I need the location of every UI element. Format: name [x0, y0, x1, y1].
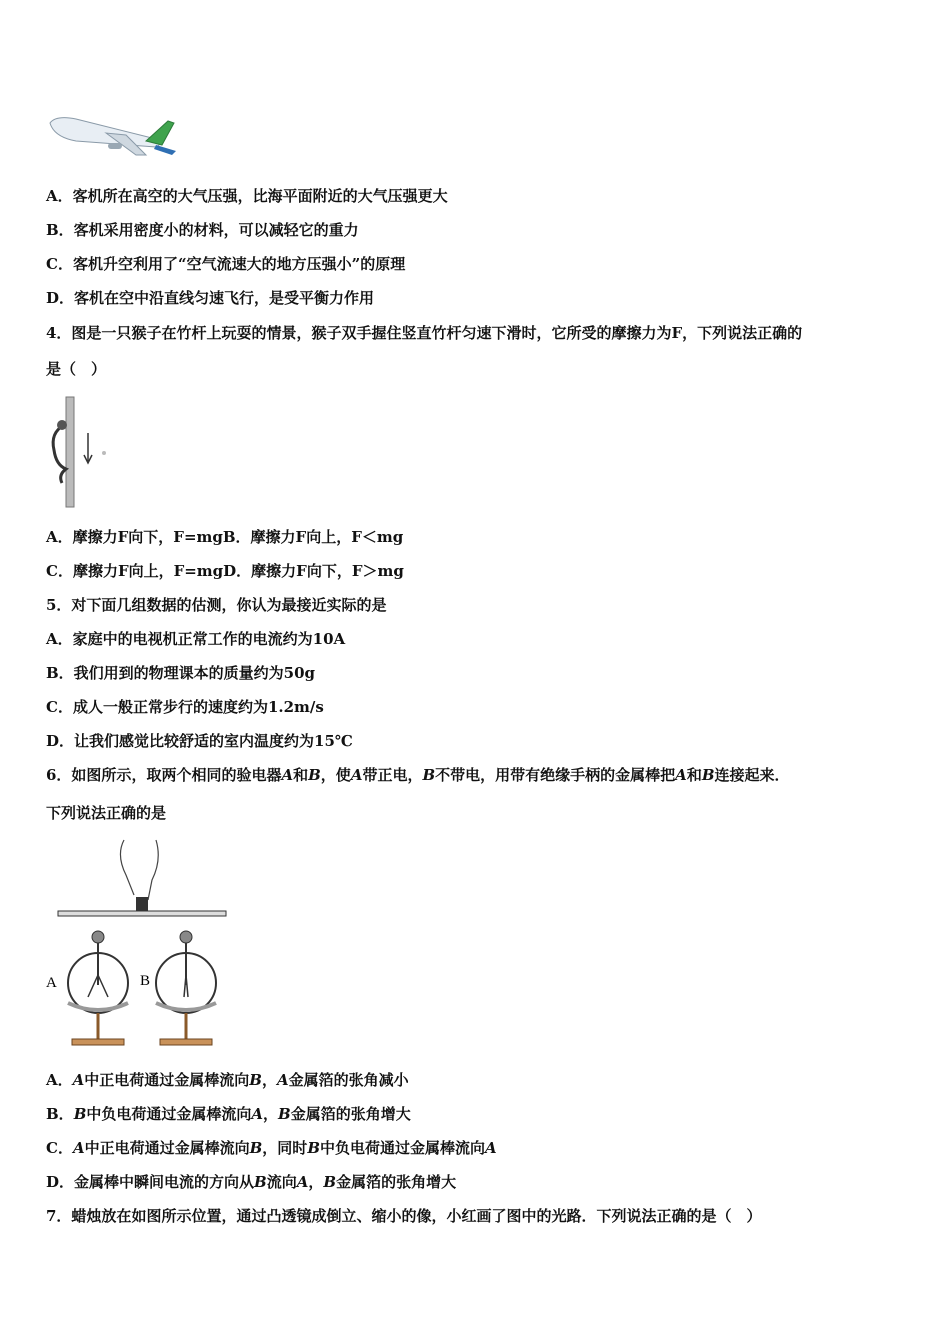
monkey-pole-figure	[42, 395, 112, 510]
electroscope-a	[68, 931, 128, 1045]
variable-label: A	[72, 1071, 85, 1089]
text-segment: B．	[46, 1105, 74, 1123]
q6-option-c	[46, 1138, 497, 1158]
q5-option-a: A．家庭中的电视机正常工作的电流约为10A	[46, 630, 346, 648]
q4-stem-cont: 是（ ）	[46, 360, 107, 378]
variable-label: B	[308, 766, 321, 784]
text-segment: ，使	[320, 766, 351, 784]
q5-stem: 5．对下面几组数据的估测，你认为最接近实际的是	[46, 596, 387, 614]
q5-option-b: B．我们用到的物理课本的质量约为50g	[46, 664, 316, 682]
variable-label: A	[277, 1071, 289, 1089]
text-segment: 金属箔的张角减小	[288, 1071, 409, 1089]
variable-label: A	[281, 766, 294, 784]
q7-stem: 7．蜡烛放在如图所示位置，通过凸透镜成倒立、缩小的像，小红画了图中的光路．下列说法正确的是（ ）	[46, 1207, 762, 1225]
variable-label: B	[73, 1105, 87, 1123]
q5-option-c: C．成人一般正常步行的速度约为1.2m/s	[46, 698, 324, 716]
variable-label: B	[307, 1139, 320, 1157]
variable-label: B	[249, 1139, 263, 1157]
q3-option-b: B．客机采用密度小的材料，可以减轻它的重力	[46, 221, 359, 239]
text-segment: 6．如图所示，取两个相同的验电器	[46, 766, 282, 784]
text-segment: ，	[308, 1173, 324, 1191]
q3-option-a: A．客机所在高空的大气压强，比海平面附近的大气压强更大	[46, 187, 448, 205]
variable-label: B	[701, 766, 715, 784]
q3-option-d: D．客机在空中沿直线匀速飞行，是受平衡力作用	[46, 289, 375, 307]
text-segment: 不带电，用带有绝缘手柄的金属棒把	[435, 766, 676, 784]
text-segment: 带正电，	[362, 766, 423, 784]
text-segment: 中负电荷通过金属棒流向	[86, 1105, 252, 1123]
airplane-figure	[46, 105, 181, 165]
text-segment: 和	[686, 766, 702, 784]
variable-label: A	[72, 1139, 85, 1157]
text-segment: A．	[46, 1071, 73, 1089]
variable-label: B	[422, 766, 436, 784]
q6-stem-cont: 下列说法正确的是	[46, 804, 167, 822]
electroscope-b	[156, 931, 216, 1045]
q4-options-ab: A．摩擦力F向下，F=mgB．摩擦力F向上，F＜mg	[46, 528, 404, 546]
figure-label-b: B	[140, 973, 151, 989]
q4-options-cd: C．摩擦力F向上，F=mgD．摩擦力F向下，F＞mg	[46, 562, 404, 580]
variable-label: A	[296, 1173, 309, 1191]
text-segment: 和	[293, 766, 309, 784]
text-segment: 中正电荷通过金属棒流向	[84, 1071, 250, 1089]
text-segment: 金属箔的张角增大	[336, 1173, 457, 1191]
text-segment: 金属箔的张角增大	[290, 1105, 411, 1123]
text-segment: 中负电荷通过金属棒流向	[320, 1139, 486, 1157]
figure-label-a: A	[46, 975, 57, 991]
variable-label: B	[278, 1105, 291, 1123]
text-segment: ，	[263, 1105, 279, 1123]
text-segment: ，	[261, 1071, 277, 1089]
variable-label: A	[675, 766, 687, 784]
text-segment: 中正电荷通过金属棒流向	[84, 1139, 250, 1157]
q5-option-d: D．让我们感觉比较舒适的室内温度约为15℃	[46, 732, 353, 750]
variable-label: A	[350, 766, 363, 784]
q3-option-c: C．客机升空利用了“空气流速大的地方压强小”的原理	[46, 255, 406, 273]
variable-label: B	[323, 1173, 337, 1191]
text-segment: ，同时	[262, 1139, 308, 1157]
text-segment: 连接起来．	[714, 766, 790, 784]
variable-label: B	[249, 1071, 262, 1089]
q6-option-b	[46, 1104, 411, 1124]
text-segment: C．	[46, 1139, 73, 1157]
electroscope-figure	[44, 835, 229, 1050]
variable-label: A	[485, 1139, 497, 1157]
q6-option-a	[46, 1070, 409, 1090]
q4-stem: 4．图是一只猴子在竹杆上玩耍的情景，猴子双手握住竖直竹杆匀速下滑时，它所受的摩擦力为F，下列说法正确的	[46, 324, 803, 342]
text-segment: 流向	[266, 1173, 297, 1191]
q6-option-d	[46, 1172, 456, 1192]
q6-stem	[46, 765, 790, 785]
variable-label: B	[254, 1173, 267, 1191]
variable-label: A	[251, 1105, 264, 1123]
text-segment: D．金属棒中瞬间电流的方向从	[46, 1173, 255, 1191]
